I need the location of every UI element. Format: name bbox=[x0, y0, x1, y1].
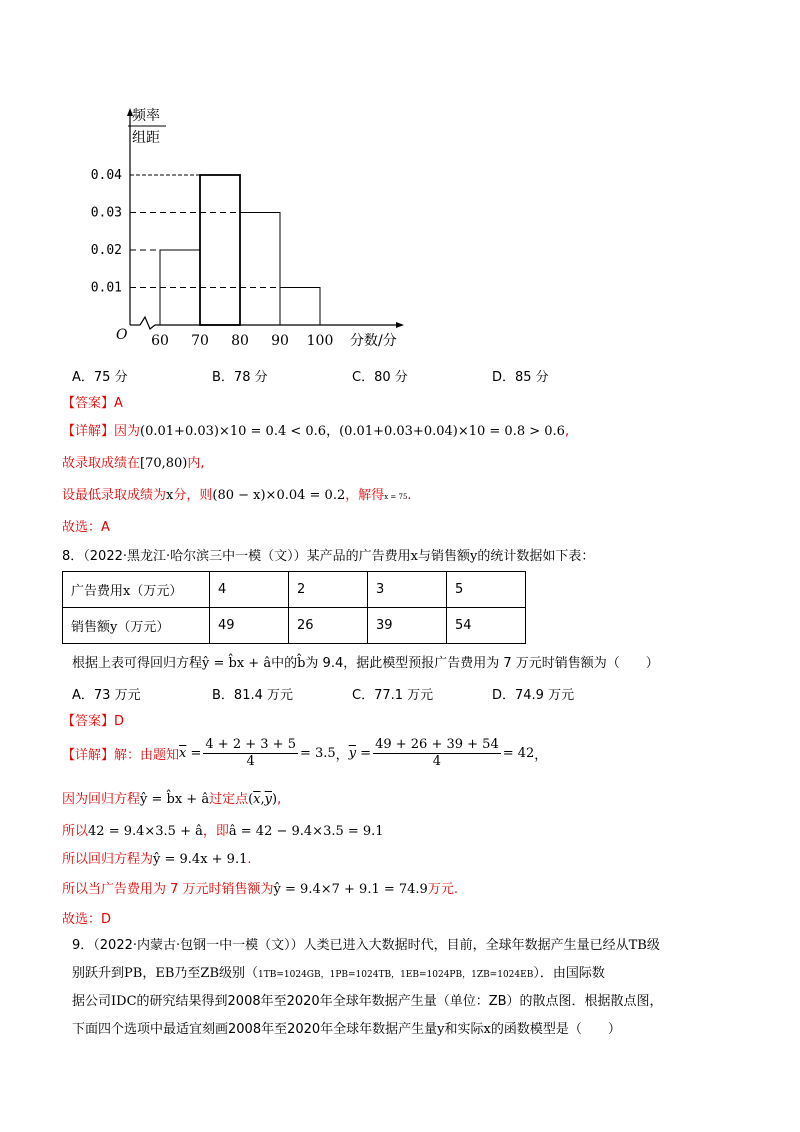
q8-line-pre: 根据上表可得回归方程 bbox=[72, 656, 203, 671]
x-axis-arrow bbox=[396, 322, 404, 328]
q7-choice-a: A．75 分 bbox=[72, 370, 128, 385]
row2-var: y bbox=[110, 620, 118, 635]
q9-zb: ZB bbox=[200, 966, 219, 981]
q8-answer: 【答案】D bbox=[62, 714, 125, 729]
q8-xbar-num: 4 + 2 + 3 + 5 bbox=[205, 736, 296, 752]
q7-detail-label: 【详解】 bbox=[62, 424, 115, 439]
q8-l4-pre: 所以回归方程为 bbox=[62, 852, 154, 867]
q7-choices bbox=[72, 366, 549, 385]
origin-label: O bbox=[116, 327, 128, 343]
q7-line2-post: 内, bbox=[187, 456, 205, 471]
q8-l3-eq1: 42 = 9.4×3.5 + â bbox=[88, 824, 203, 839]
x-tick-label: 60 bbox=[151, 333, 169, 349]
q8-ybar-res: = 42 bbox=[502, 745, 535, 761]
q8-detail-line2: 因为回归方程ŷ = b̂x + â过定点$(\overline{x},\overline{y})$, bbox=[62, 792, 282, 807]
q9-line3-pre: 据公司 bbox=[72, 994, 112, 1009]
q8-ybar-num: 49 + 26 + 39 + 54 bbox=[375, 736, 499, 752]
q9-line2-mid: ， bbox=[142, 966, 156, 981]
q7-line2-pre: 故录取成绩在 bbox=[62, 456, 141, 471]
q8-choice-d: D．74.9 万元 bbox=[492, 688, 575, 703]
q7-choice-c: C．80 分 bbox=[352, 370, 408, 385]
q8-detail-pre: 解：由题知 bbox=[114, 747, 180, 763]
q8-ybar: $\overline{y}$ bbox=[348, 745, 357, 761]
q7-answer: 【答案】A bbox=[62, 396, 123, 411]
y-tick-label: 0.02 bbox=[90, 243, 122, 258]
q7-expr2: (0.01+0.03+0.04)×10 = 0.8 > 0.6 bbox=[339, 424, 565, 439]
row2-label: 销售额 bbox=[71, 620, 111, 635]
table-cell: 4 bbox=[210, 572, 289, 608]
q7-var-x: x bbox=[166, 488, 174, 503]
y-tick-label: 0.04 bbox=[90, 168, 122, 183]
x-axis-label: 分数/分 bbox=[350, 333, 397, 349]
q8-choices bbox=[72, 684, 574, 703]
row1-header bbox=[63, 572, 210, 608]
q7-line3-pre: 设最低录取成绩为 bbox=[62, 488, 167, 503]
table-cell: 3 bbox=[368, 572, 447, 608]
row2-unit: （万元） bbox=[117, 620, 170, 635]
q8-detail-line3 bbox=[62, 820, 384, 839]
q9-line1-post: 级 bbox=[646, 938, 660, 953]
q7-choice-b: B．78 分 bbox=[212, 370, 268, 385]
x-tick-label: 70 bbox=[191, 333, 209, 349]
q9-eb: EB bbox=[155, 966, 175, 981]
q8-l2-eq: ŷ = b̂x + â bbox=[140, 792, 210, 807]
q8-question bbox=[72, 652, 659, 671]
q7-detail-line1: 【详解】因为(0.01+0.03)×10 = 0.4 < 0.6，(0.01+0.03+0.04)×10 = 0.8 > 0.6, bbox=[62, 424, 570, 439]
q8-l3-eq2: â = 42 − 9.4×3.5 = 9.1 bbox=[228, 824, 384, 839]
x-tick-label: 100 bbox=[306, 333, 334, 349]
q9-line2-pre: 别跃升到 bbox=[72, 966, 125, 981]
q9-line1-pre: 9．（2022·内蒙古·包钢一中一模（文））人类已进入大数据时代，目前，全球年数据产生量已经从 bbox=[72, 938, 629, 953]
q8-l3-pre: 所以 bbox=[62, 824, 89, 839]
table-cell: 39 bbox=[368, 608, 447, 644]
q8-l5-eq: ŷ = 9.4×7 + 9.1 = 74.9 bbox=[273, 882, 428, 897]
q8-choice-b: B．81.4 万元 bbox=[212, 688, 293, 703]
table-cell: 26 bbox=[289, 608, 368, 644]
table-cell: 54 bbox=[447, 608, 526, 644]
q8-stem-post: 的统计数据如下表： bbox=[477, 549, 595, 564]
q8-select: 故选：D bbox=[62, 912, 112, 927]
q8-l5-post: 万元. bbox=[427, 882, 458, 897]
q9-line3-post: 的研究结果得到2008年至2020年全球年数据产生量（单位：ZB）的散点图．根据散点图， bbox=[136, 994, 663, 1009]
q8-line-post: 为 9.4，据此模型预报广告费用为 7 万元时销售额为（ ） bbox=[305, 656, 659, 671]
q8-point-x: $\overline{x}$ bbox=[253, 792, 261, 807]
q7-line3-mid: 分，则 bbox=[173, 488, 213, 503]
q9-units: 1TB=1024GB，1PB=1024TB，1EB=1024PB，1ZB=1024EB bbox=[258, 970, 534, 980]
q8-l4-eq: ŷ = 9.4x + 9.1 bbox=[153, 852, 248, 867]
row1-var: x bbox=[123, 584, 131, 599]
q8-detail-line4: 所以回归方程为ŷ = 9.4x + 9.1. bbox=[62, 852, 252, 867]
table-cell: 49 bbox=[210, 608, 289, 644]
q9-line2 bbox=[72, 962, 605, 981]
q9-line4 bbox=[72, 1018, 621, 1037]
row1-unit: （万元） bbox=[130, 584, 183, 599]
q8-l2-post: 过定点 bbox=[209, 792, 249, 807]
q8-point-y: $\overline{y}$ bbox=[264, 792, 273, 807]
q9-line4-pre: 下面四个选项中最适宜刻画2008年至2020年全球年数据产生量 bbox=[72, 1022, 438, 1037]
q7-expr3: (80 − x)×0.04 = 0.2 bbox=[212, 488, 346, 503]
q9-idc: IDC bbox=[111, 994, 137, 1009]
q7-select: 故选：A bbox=[62, 520, 110, 535]
q8-xbar-res: = 3.5 bbox=[299, 745, 336, 761]
frequency-histogram bbox=[90, 100, 430, 350]
q9-line2-end: ）．由国际数 bbox=[533, 966, 605, 981]
table-row bbox=[63, 608, 526, 644]
histogram-bar bbox=[280, 288, 320, 326]
q9-tb: TB bbox=[628, 938, 647, 953]
q7-detail-line2 bbox=[62, 452, 205, 471]
q9-x: x bbox=[483, 1022, 491, 1037]
q7-detail-intro: 因为 bbox=[114, 424, 141, 439]
q8-xbar-den: 4 bbox=[246, 753, 255, 769]
q7-detail-line3: 设最低录取成绩为x分，则(80 − x)×0.04 = 0.2，解得x = 75. bbox=[62, 488, 412, 503]
q8-detail-label: 【详解】 bbox=[62, 747, 115, 763]
q8-stem-y: y bbox=[469, 549, 478, 564]
q9-line3 bbox=[72, 990, 663, 1009]
y-axis-label-top: 频率 bbox=[132, 108, 160, 124]
q8-choice-a: A．73 万元 bbox=[72, 688, 141, 703]
q8-l5-pre: 所以当广告费用为 7 万元时销售额为 bbox=[62, 882, 274, 897]
q9-y: y bbox=[437, 1022, 445, 1037]
table-row bbox=[63, 572, 526, 608]
y-tick-label: 0.03 bbox=[90, 205, 122, 221]
q8-xbar: $\overline{x}$ bbox=[179, 745, 187, 761]
q7-interval: [70,80) bbox=[140, 456, 188, 471]
q9-line2-mid2: 乃至 bbox=[174, 966, 201, 981]
axis-break bbox=[140, 317, 155, 329]
q8-ybar-den: 4 bbox=[432, 753, 442, 769]
histogram-svg bbox=[90, 100, 430, 350]
q8-l2-pre: 因为回归方程 bbox=[62, 792, 141, 807]
x-tick-label: 80 bbox=[231, 333, 249, 349]
row2-header bbox=[63, 608, 210, 644]
q9-line4-post: 的函数模型是（ ） bbox=[490, 1022, 621, 1037]
table-cell: 5 bbox=[447, 572, 526, 608]
q8-stem-mid: 与销售额 bbox=[417, 549, 470, 564]
q8-b-hat: b̂ bbox=[297, 656, 306, 671]
q7-line3-post: ，解得 bbox=[345, 488, 385, 503]
histogram-bar bbox=[240, 213, 280, 326]
q8-detail-line5 bbox=[62, 878, 458, 897]
histogram-bar bbox=[200, 175, 240, 325]
q8-xbar-fraction bbox=[203, 737, 298, 770]
q7-expr1: (0.01+0.03)×10 = 0.4 < 0.6 bbox=[140, 424, 327, 439]
x-tick-label: 90 bbox=[271, 333, 289, 349]
y-axis-label-bottom: 组距 bbox=[132, 130, 160, 146]
table-cell: 2 bbox=[289, 572, 368, 608]
row1-label: 广告费用 bbox=[71, 584, 124, 599]
q7-solve: x = 75 bbox=[384, 493, 408, 501]
y-tick-label: 0.01 bbox=[90, 280, 122, 296]
q8-ybar-fraction bbox=[373, 737, 501, 770]
q8-detail-line1: 【详解】 解：由题知 $\overline{x}$ = $\frac{4 + 2 + 3 + 5}{4}$ = 3.5 ， $\overline{y}$ = $\frac{49 + 26 + 39 + 54}{4}$ = 42 ， bbox=[62, 736, 548, 769]
q8-line-mid: 中的 bbox=[271, 656, 298, 671]
q9-line2-post: 级别（ bbox=[219, 966, 259, 981]
q9-pb: PB bbox=[124, 966, 143, 981]
q8-stem bbox=[62, 545, 594, 564]
q7-choice-d: D．85 分 bbox=[492, 370, 549, 385]
q8-stem-x: x bbox=[410, 549, 418, 564]
q8-l3-mid: ，即 bbox=[202, 824, 229, 839]
q8-stem-pre: 8．（2022·黑龙江·哈尔滨三中一模（文））某产品的广告费用 bbox=[62, 549, 411, 564]
q8-choice-c: C．77.1 万元 bbox=[352, 688, 434, 703]
q8-reg-eq: ŷ = b̂x + â bbox=[202, 656, 272, 671]
q9-line4-mid: 和实际 bbox=[444, 1022, 484, 1037]
q9-line1 bbox=[72, 934, 660, 953]
q8-data-table bbox=[62, 571, 526, 644]
